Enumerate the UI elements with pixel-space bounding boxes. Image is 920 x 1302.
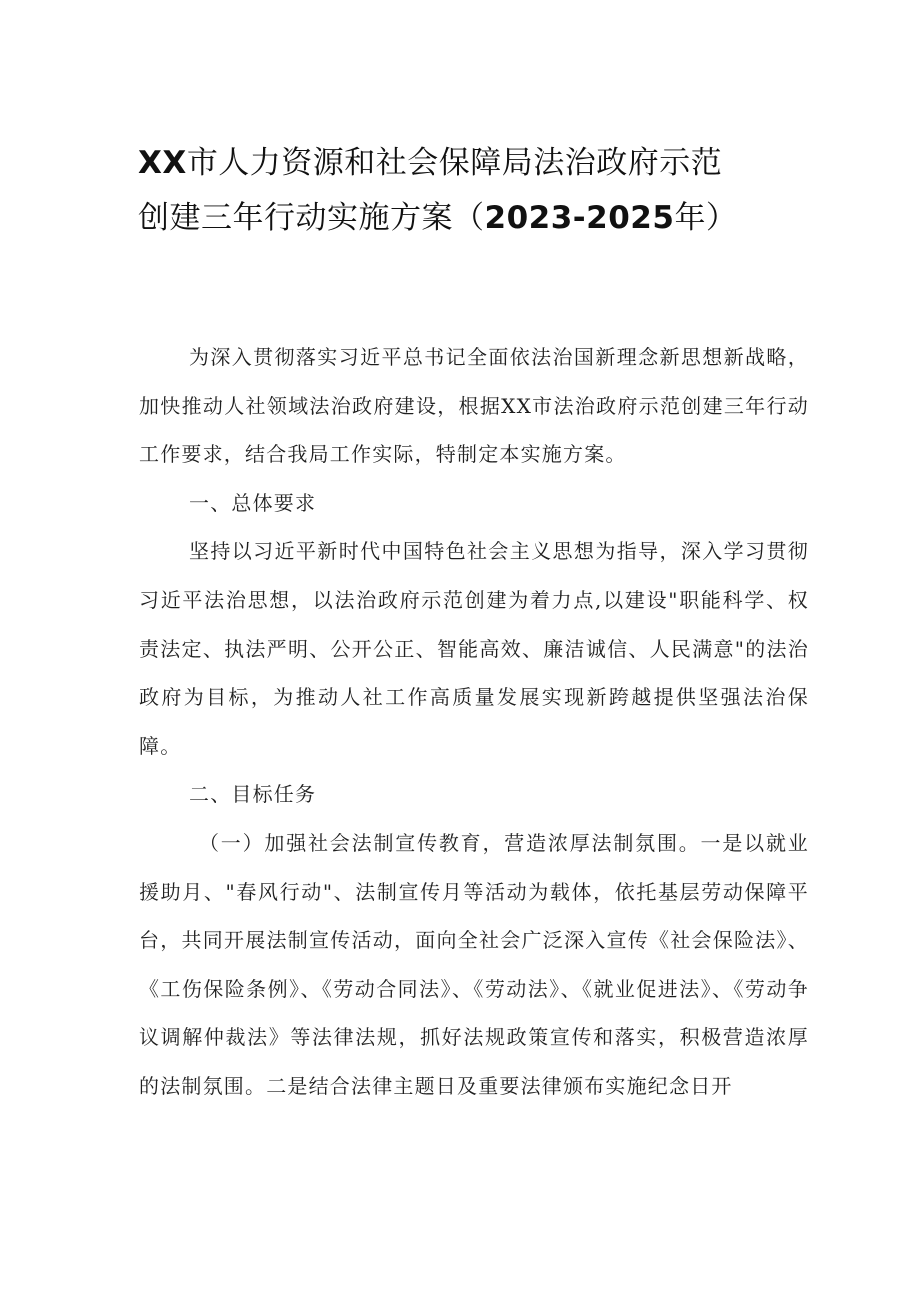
title-line-1-text: 市人力资源和社会保障局法治政府示范 [186, 145, 723, 181]
title-line-2-suffix: 年） [674, 200, 738, 236]
title-city-placeholder: XX [138, 145, 187, 181]
task-1-paragraph: （一）加强社会法制宣传教育，营造浓厚法制氛围。一是以就业援助月、"春风行动"、法制宣传月等活动为载体，依托基层劳动保障平台，共同开展法制宣传活动，面向全社会广泛深入宣传《社会保险法》、《工伤保险条例》、《劳动合同法》、《劳动法》、《就业促进法》、《劳动争议调解仲裁法》等法律法规，抓好法规政策宣传和落实，积极营造浓厚的法制氛围。二是结合法律主题日及重要法律颁布实施纪念日开 [139, 830, 809, 1098]
title-years: 2023-2025 [484, 200, 675, 236]
section-heading-general-requirements: 一、总体要求 [189, 490, 317, 515]
section-heading-goals-tasks: 二、目标任务 [189, 782, 317, 807]
intro-paragraph: 为深入贯彻落实习近平总书记全面依法治国新理念新思想新战略，加快推动人社领域法治政府建设，根据XX市法治政府示范创建三年行动工作要求，结合我局工作实际，特制定本实施方案。 [139, 345, 809, 467]
document-title-line-1 [138, 143, 788, 183]
general-requirements-paragraph: 坚持以习近平新时代中国特色社会主义思想为指导，深入学习贯彻习近平法治思想，以法治政府示范创建为着力点,以建设"职能科学、权责法定、执法严明、公开公正、智能高效、廉洁诚信、人民满意"的法治政府为目标，为推动人社工作高质量发展实现新跨越提供坚强法治保障。 [139, 539, 809, 758]
document-title-line-2 [138, 198, 788, 238]
title-line-2-text: 创建三年行动实施方案（ [138, 200, 485, 236]
document-body [139, 333, 809, 1111]
